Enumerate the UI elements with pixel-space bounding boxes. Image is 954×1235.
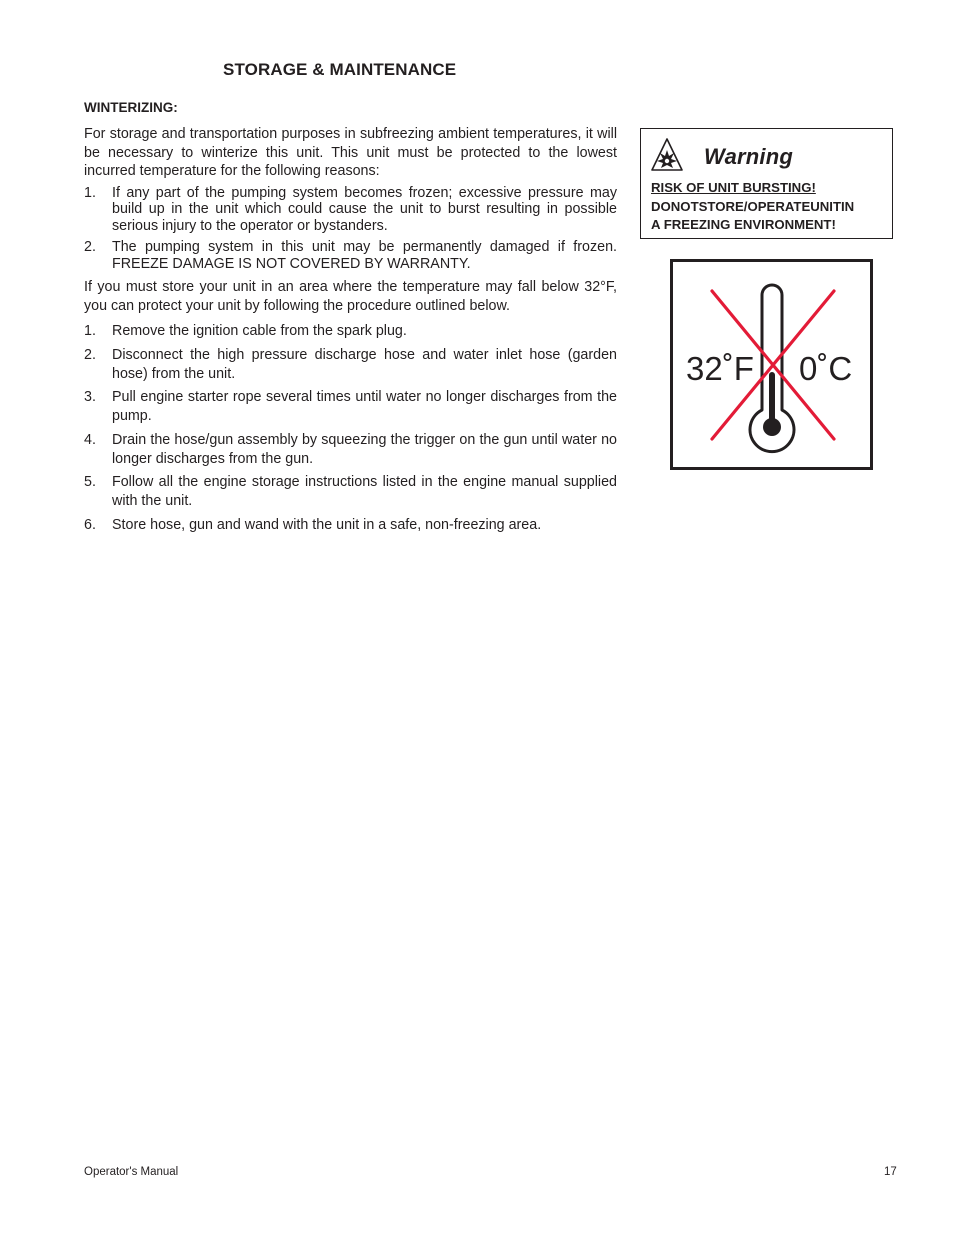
footer-manual-name: Operator's Manual [84, 1166, 179, 1178]
list-number: 1. [84, 184, 96, 201]
explosion-hazard-icon [650, 137, 684, 173]
list-text: Disconnect the high pressure discharge hose and water inlet hose (garden hose) from the unit. [112, 346, 617, 382]
list-item [84, 322, 617, 341]
winterizing-content [84, 125, 617, 539]
list-item [84, 346, 617, 384]
warning-line: A FREEZING ENVIRONMENT! [651, 217, 836, 232]
procedure-steps [84, 322, 617, 535]
list-item [84, 388, 617, 426]
list-text: The pumping system in this unit may be permanently damaged if frozen. FREEZE DAMAGE IS NOT COVERED BY WARRANTY. [112, 239, 617, 272]
warning-box [640, 128, 893, 239]
list-number: 1. [84, 323, 96, 339]
warning-message [651, 198, 887, 234]
section-title: STORAGE & MAINTENANCE [223, 60, 457, 79]
list-text: Pull engine starter rope several times until water no longer discharges from the pump. [112, 389, 617, 424]
list-number: 3. [84, 389, 96, 405]
page-number: 17 [884, 1166, 897, 1178]
warning-heading: RISK OF UNIT BURSTING! [651, 180, 816, 195]
list-text: Remove the ignition cable from the spark plug. [112, 323, 407, 339]
list-item [84, 431, 617, 469]
list-item [84, 185, 617, 235]
list-number: 4. [84, 431, 96, 448]
procedure-intro: If you must store your unit in an area where the temperature may fall below 32°F, you can protect your unit by following the procedure outlined below. [84, 279, 617, 314]
reasons-list [84, 185, 617, 273]
list-number: 2. [84, 346, 96, 363]
list-item [84, 239, 617, 272]
warning-line: DONOTSTORE/OPERATEUNITIN [651, 199, 855, 214]
list-number: 2. [84, 239, 96, 255]
list-text: Follow all the engine storage instructions listed in the engine manual supplied with the unit. [112, 474, 617, 509]
winterizing-intro: For storage and transportation purposes in subfreezing ambient temperatures, it will be necessary to winterize this unit. This unit must be protected to the lowest incurred temperature for the following reasons: [84, 126, 617, 179]
thermometer-icon [673, 262, 870, 467]
list-text: If any part of the pumping system becomes frozen; excessive pressure may build up in the unit which could cause the unit to burst resulting in possible serious injury to the operator or bystanders. [112, 184, 617, 234]
list-text: Store hose, gun and wand with the unit in a safe, non-freezing area. [112, 516, 542, 533]
list-number: 6. [84, 516, 96, 533]
fahrenheit-label: 32˚F [686, 350, 754, 387]
celsius-label: 0˚C [799, 350, 853, 387]
list-number: 5. [84, 474, 96, 490]
list-item [84, 473, 617, 511]
warning-title: Warning [704, 144, 793, 169]
list-item [84, 516, 617, 535]
list-text: Drain the hose/gun assembly by squeezing the trigger on the gun until water no longer discharges from the gun. [112, 431, 617, 467]
winterizing-title: WINTERIZING: [84, 100, 178, 115]
freezing-temperature-graphic [670, 259, 873, 470]
